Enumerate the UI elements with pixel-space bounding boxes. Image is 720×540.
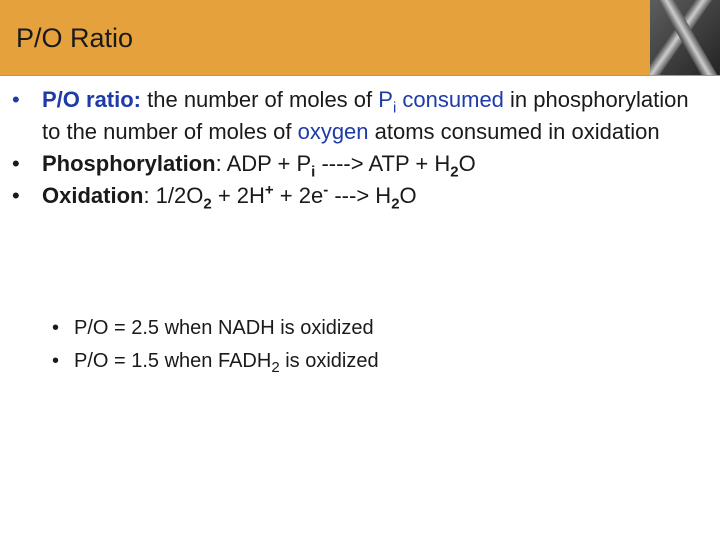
bullet-marker: • [12, 183, 20, 208]
bullet-phosphorylation [0, 148, 700, 180]
text: O [399, 183, 417, 208]
text: P/O = 1.5 when FADH [74, 350, 272, 372]
text: ---> H [328, 183, 392, 208]
text: the number of moles of [141, 87, 379, 112]
slide-title: P/O Ratio [16, 23, 134, 53]
bullet-marker: • [12, 87, 20, 112]
subscript-2: 2 [271, 359, 280, 376]
bullet-marker: • [12, 151, 20, 176]
superscript-plus: + [264, 181, 274, 199]
text: is oxidized [279, 350, 379, 372]
text: atoms consumed in oxidation [368, 119, 660, 144]
title-bar [0, 0, 720, 75]
text: : 1/2O [143, 183, 204, 208]
pi-symbol [378, 87, 397, 117]
bullet-marker: • [52, 317, 60, 339]
text: : ADP + P [215, 151, 312, 176]
consumed-word: consumed [402, 87, 504, 112]
crossed-tubes-graphic [650, 0, 720, 75]
main-bullet-list [0, 84, 700, 212]
bullet-po-ratio [0, 84, 700, 148]
text: in phosphorylation to the number of moles of [42, 87, 689, 144]
sub-bullet-list [0, 312, 700, 378]
text: P/O = 2.5 when NADH is oxidized [74, 317, 374, 339]
term-phosphorylation: Phosphorylation [42, 151, 216, 176]
text: + 2H [211, 183, 265, 208]
oxygen-word: oxygen [297, 119, 369, 144]
bullet-oxidation [0, 180, 700, 212]
superscript-minus: - [323, 181, 329, 199]
sub-bullet-nadh [0, 312, 700, 345]
term-oxidation: Oxidation [42, 183, 144, 208]
subscript-2: 2 [203, 195, 212, 213]
crossed-tubes-photo [650, 0, 720, 75]
title-divider [0, 75, 720, 76]
term-po-ratio: P/O ratio: [42, 87, 142, 112]
pi-subscript: i [392, 99, 397, 117]
subscript-2: 2 [391, 195, 400, 213]
subscript-2: 2 [450, 163, 459, 181]
sub-bullet-fadh2 [0, 345, 700, 378]
text: + 2e [273, 183, 324, 208]
text: ----> ATP + H [315, 151, 451, 176]
pi-p: P [378, 87, 393, 112]
text: O [458, 151, 476, 176]
subscript-i: i [311, 163, 316, 181]
bullet-marker: • [52, 350, 60, 372]
